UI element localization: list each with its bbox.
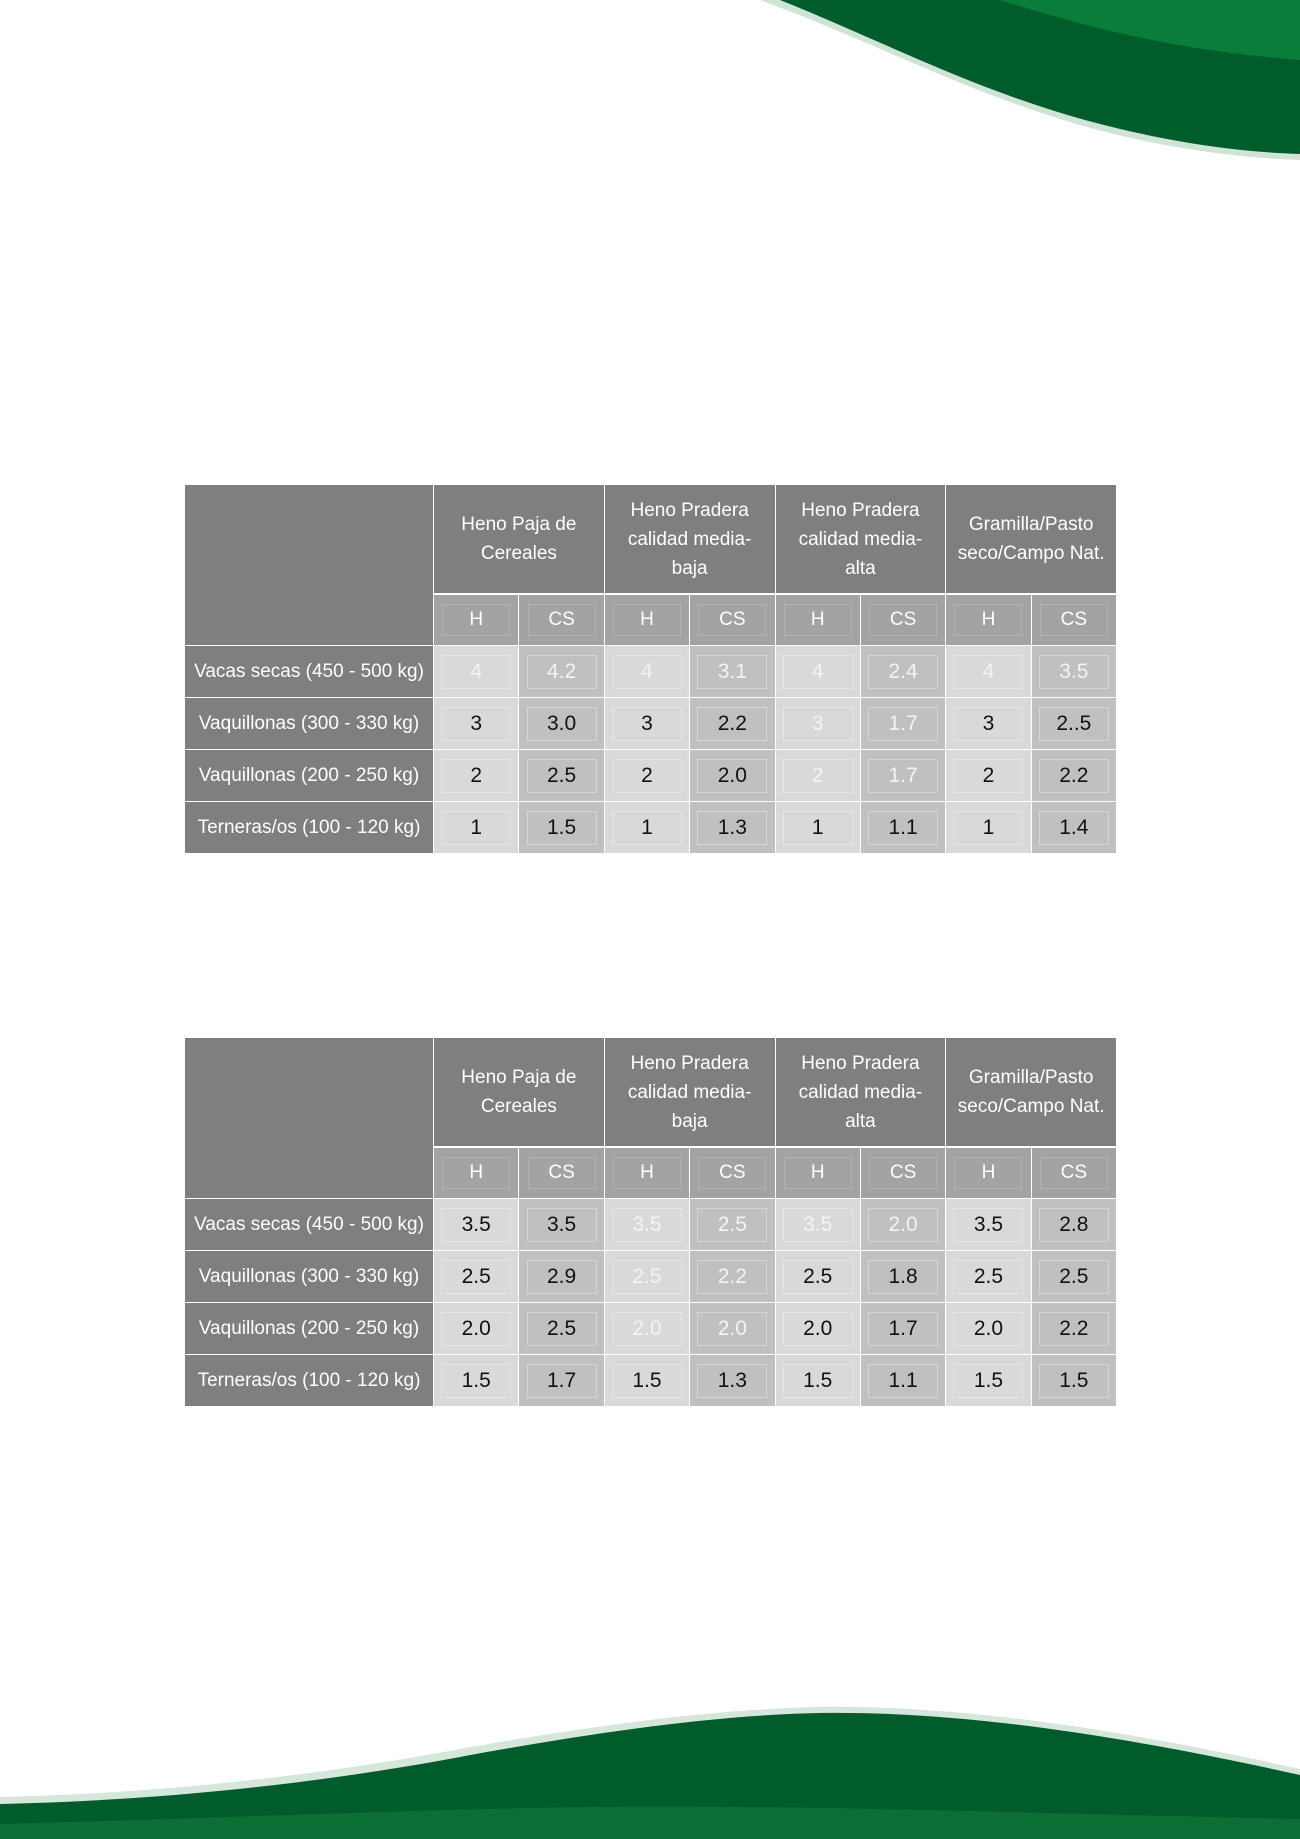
group-header: Gramilla/Pasto seco/Campo Nat. <box>946 1038 1117 1148</box>
value-cell: 1.7 <box>860 750 945 802</box>
corner-cell <box>185 1038 434 1199</box>
value-cell: 2.5 <box>434 1251 519 1303</box>
subheader-cell: H <box>946 594 1031 646</box>
value-cell: 1 <box>604 802 689 854</box>
forage-table-2 <box>184 1037 1117 1407</box>
group-header: Heno Pradera calidad media- alta <box>775 485 946 595</box>
value-cell: 1 <box>434 802 519 854</box>
value-cell: 2.2 <box>690 1251 775 1303</box>
value-cell: 2.2 <box>690 698 775 750</box>
value-cell: 3.5 <box>434 1199 519 1251</box>
group-header: Heno Pradera calidad media- baja <box>604 1038 775 1148</box>
table-row <box>185 646 1117 698</box>
subheader-cell: H <box>775 1147 860 1199</box>
value-cell: 1.1 <box>860 1355 945 1407</box>
value-cell: 3.5 <box>775 1199 860 1251</box>
table-row <box>185 802 1117 854</box>
value-cell: 3.1 <box>690 646 775 698</box>
row-label: Vacas secas (450 - 500 kg) <box>185 1199 434 1251</box>
value-cell: 2.5 <box>1031 1251 1116 1303</box>
value-cell: 2.0 <box>604 1303 689 1355</box>
group-header: Heno Pradera calidad media- alta <box>775 1038 946 1148</box>
value-cell: 1.5 <box>434 1355 519 1407</box>
value-cell: 1.5 <box>604 1355 689 1407</box>
group-header: Gramilla/Pasto seco/Campo Nat. <box>946 485 1117 595</box>
value-cell: 1.7 <box>860 698 945 750</box>
value-cell: 1.4 <box>1031 802 1116 854</box>
bottom-green-wave <box>0 1669 1300 1839</box>
value-cell: 1.5 <box>775 1355 860 1407</box>
value-cell: 4.2 <box>519 646 604 698</box>
value-cell: 2.5 <box>519 1303 604 1355</box>
table-row <box>185 698 1117 750</box>
value-cell: 2.8 <box>1031 1199 1116 1251</box>
subheader-cell: H <box>434 1147 519 1199</box>
value-cell: 2.5 <box>946 1251 1031 1303</box>
value-cell: 4 <box>946 646 1031 698</box>
value-cell: 4 <box>775 646 860 698</box>
value-cell: 1.5 <box>946 1355 1031 1407</box>
value-cell: 3 <box>434 698 519 750</box>
row-label: Terneras/os (100 - 120 kg) <box>185 1355 434 1407</box>
subheader-cell: CS <box>519 594 604 646</box>
value-cell: 2.2 <box>1031 750 1116 802</box>
group-header: Heno Paja de Cereales <box>434 1038 605 1148</box>
value-cell: 2 <box>604 750 689 802</box>
subheader-cell: CS <box>860 1147 945 1199</box>
value-cell: 2.4 <box>860 646 945 698</box>
group-header: Heno Pradera calidad media- baja <box>604 485 775 595</box>
value-cell: 2.5 <box>690 1199 775 1251</box>
row-label: Vaquillonas (300 - 330 kg) <box>185 1251 434 1303</box>
value-cell: 1.8 <box>860 1251 945 1303</box>
value-cell: 2.2 <box>1031 1303 1116 1355</box>
value-cell: 3 <box>775 698 860 750</box>
value-cell: 1.1 <box>860 802 945 854</box>
value-cell: 3 <box>946 698 1031 750</box>
value-cell: 2 <box>434 750 519 802</box>
value-cell: 2.0 <box>690 1303 775 1355</box>
value-cell: 3.5 <box>604 1199 689 1251</box>
value-cell: 2.0 <box>775 1303 860 1355</box>
value-cell: 2 <box>775 750 860 802</box>
subheader-cell: H <box>604 1147 689 1199</box>
value-cell: 1.3 <box>690 1355 775 1407</box>
table-row <box>185 1303 1117 1355</box>
value-cell: 1.3 <box>690 802 775 854</box>
subheader-cell: CS <box>690 1147 775 1199</box>
value-cell: 3 <box>604 698 689 750</box>
value-cell: 3.5 <box>1031 646 1116 698</box>
value-cell: 1.7 <box>860 1303 945 1355</box>
value-cell: 1.5 <box>519 802 604 854</box>
row-label: Vaquillonas (200 - 250 kg) <box>185 750 434 802</box>
value-cell: 2.9 <box>519 1251 604 1303</box>
subheader-cell: CS <box>1031 1147 1116 1199</box>
row-label: Terneras/os (100 - 120 kg) <box>185 802 434 854</box>
value-cell: 2.0 <box>946 1303 1031 1355</box>
value-cell: 2..5 <box>1031 698 1116 750</box>
value-cell: 2.0 <box>860 1199 945 1251</box>
value-cell: 3.0 <box>519 698 604 750</box>
table-row <box>185 750 1117 802</box>
value-cell: 2.5 <box>604 1251 689 1303</box>
value-cell: 4 <box>434 646 519 698</box>
value-cell: 2.5 <box>775 1251 860 1303</box>
group-header: Heno Paja de Cereales <box>434 485 605 595</box>
subheader-cell: CS <box>1031 594 1116 646</box>
subheader-cell: CS <box>860 594 945 646</box>
subheader-cell: CS <box>519 1147 604 1199</box>
value-cell: 1 <box>946 802 1031 854</box>
row-label: Vaquillonas (200 - 250 kg) <box>185 1303 434 1355</box>
subheader-cell: H <box>946 1147 1031 1199</box>
value-cell: 3.5 <box>946 1199 1031 1251</box>
row-label: Vaquillonas (300 - 330 kg) <box>185 698 434 750</box>
corner-cell <box>185 485 434 646</box>
value-cell: 2.0 <box>434 1303 519 1355</box>
value-cell: 3.5 <box>519 1199 604 1251</box>
forage-table-1 <box>184 484 1117 854</box>
row-label: Vacas secas (450 - 500 kg) <box>185 646 434 698</box>
subheader-cell: CS <box>690 594 775 646</box>
value-cell: 2.5 <box>519 750 604 802</box>
value-cell: 2.0 <box>690 750 775 802</box>
value-cell: 1.7 <box>519 1355 604 1407</box>
value-cell: 2 <box>946 750 1031 802</box>
value-cell: 1.5 <box>1031 1355 1116 1407</box>
subheader-cell: H <box>775 594 860 646</box>
value-cell: 1 <box>775 802 860 854</box>
top-green-wave <box>0 0 1300 170</box>
value-cell: 4 <box>604 646 689 698</box>
table-row <box>185 1199 1117 1251</box>
subheader-cell: H <box>604 594 689 646</box>
subheader-cell: H <box>434 594 519 646</box>
table-row <box>185 1251 1117 1303</box>
table-row <box>185 1355 1117 1407</box>
